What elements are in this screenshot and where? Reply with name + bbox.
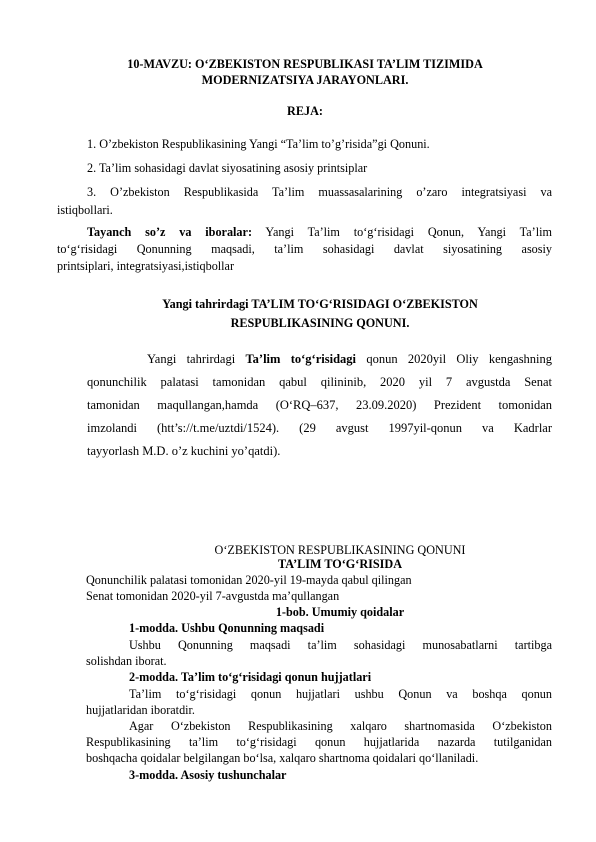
keywords-line-1 — [87, 224, 552, 240]
page-title-line-2: MODERNIZATSIYA JARAYONLARI. — [201, 73, 409, 87]
para-text: qonun 2020yil Oliy kengashning — [366, 352, 552, 366]
article-1-line: Ushbu Qonunning maqsadi ta’lim sohasidagi munosabatlarni tartibga — [129, 638, 552, 652]
law-title-line-1: O‘ZBEKISTON RESPUBLIKASINING QONUNI — [214, 543, 466, 557]
law-approved-line: Senat tomonidan 2020-yil 7-avgustda ma’qullangan — [86, 589, 340, 603]
article-3-title: 3-modda. Asosiy tushunchalar — [129, 768, 287, 782]
article-2-paragraph-line: Respublikasining ta’lim to‘g‘risidagi qonun hujjatlarida nazarda tutilganidan — [86, 735, 552, 749]
plan-item: 1. O’zbekiston Respublikasining Yangi “Ta’lim to’g’risida”gi Qonuni. — [87, 137, 430, 151]
para-bold-text: Ta’lim to‘g‘risidagi — [245, 352, 357, 366]
section-paragraph-line: tamonidan maqullangan,hamda (O‘RQ–637, 23.09.2020) Prezident tomonidan — [87, 398, 552, 412]
section-title-line-2: RESPUBLIKASINING QONUNI. — [230, 316, 410, 330]
plan-item: 3. O’zbekiston Respublikasida Ta’lim muassasalarining o’zaro integratsiyasi va — [87, 185, 552, 199]
page-title-line-1: 10-MAVZU: O‘ZBEKISTON RESPUBLIKASI TA’LIM TIZIMIDA — [127, 57, 483, 71]
section-paragraph-line: tayyorlash M.D. o’z kuchini yo’qatdi). — [87, 444, 281, 458]
article-2-title: 2-modda. Ta’lim to‘g‘risidagi qonun hujjatlari — [129, 670, 372, 684]
keywords-text: Yangi Ta’lim to‘g‘risidagi Qonun, Yangi Ta’lim — [265, 225, 552, 239]
section-paragraph-line-1 — [147, 350, 552, 369]
law-title-line-2: TA’LIM TO‘G‘RISIDA — [277, 557, 403, 571]
article-2-paragraph-line: Agar O‘zbekiston Respublikasining xalqaro shartnomasida O‘zbekiston — [129, 719, 552, 733]
plan-heading: REJA: — [287, 104, 323, 118]
para-text: Yangi tahrirdagi — [147, 352, 236, 366]
article-1-title: 1-modda. Ushbu Qonunning maqsadi — [129, 621, 325, 635]
keywords-line-3: printsiplari, integratsiyasi,istiqbollar — [57, 259, 235, 273]
keywords-line-2: to‘g‘risidagi Qonunning maqsadi, ta’lim sohasidagi davlat siyosatining asosiy — [57, 242, 552, 256]
article-1-line: solishdan iborat. — [86, 654, 167, 668]
section-title-line-1: Yangi tahrirdagi TA’LIM TO‘G‘RISIDAGI O‘ZBEKISTON — [162, 297, 478, 311]
chapter-title: 1-bob. Umumiy qoidalar — [275, 605, 405, 619]
plan-item: 2. Ta’lim sohasidagi davlat siyosatining asosiy printsiplar — [87, 161, 368, 175]
article-2-paragraph-line: boshqacha qoidalar belgilangan bo‘lsa, xalqaro shartnoma qoidalari qo‘llaniladi. — [86, 751, 479, 765]
article-2-line: Ta’lim to‘g‘risidagi qonun hujjatlari ushbu Qonun va boshqa qonun — [129, 687, 552, 701]
section-paragraph-line: imzolandi (htt’s://t.me/uztdi/1524). (29 avgust 1997yil-qonun va Kadrlar — [87, 421, 552, 435]
law-adopted-line: Qonunchilik palatasi tomonidan 2020-yil 19-mayda qabul qilingan — [86, 573, 412, 587]
article-2-line: hujjatlaridan iboratdir. — [86, 703, 195, 717]
keywords-label: Tayanch so’z va iboralar: — [87, 225, 252, 239]
plan-item-continuation: istiqbollari. — [57, 203, 113, 217]
section-paragraph-line: qonunchilik palatasi tamonidan qabul qilininib, 2020 yil 7 avgustda Senat — [87, 375, 552, 389]
